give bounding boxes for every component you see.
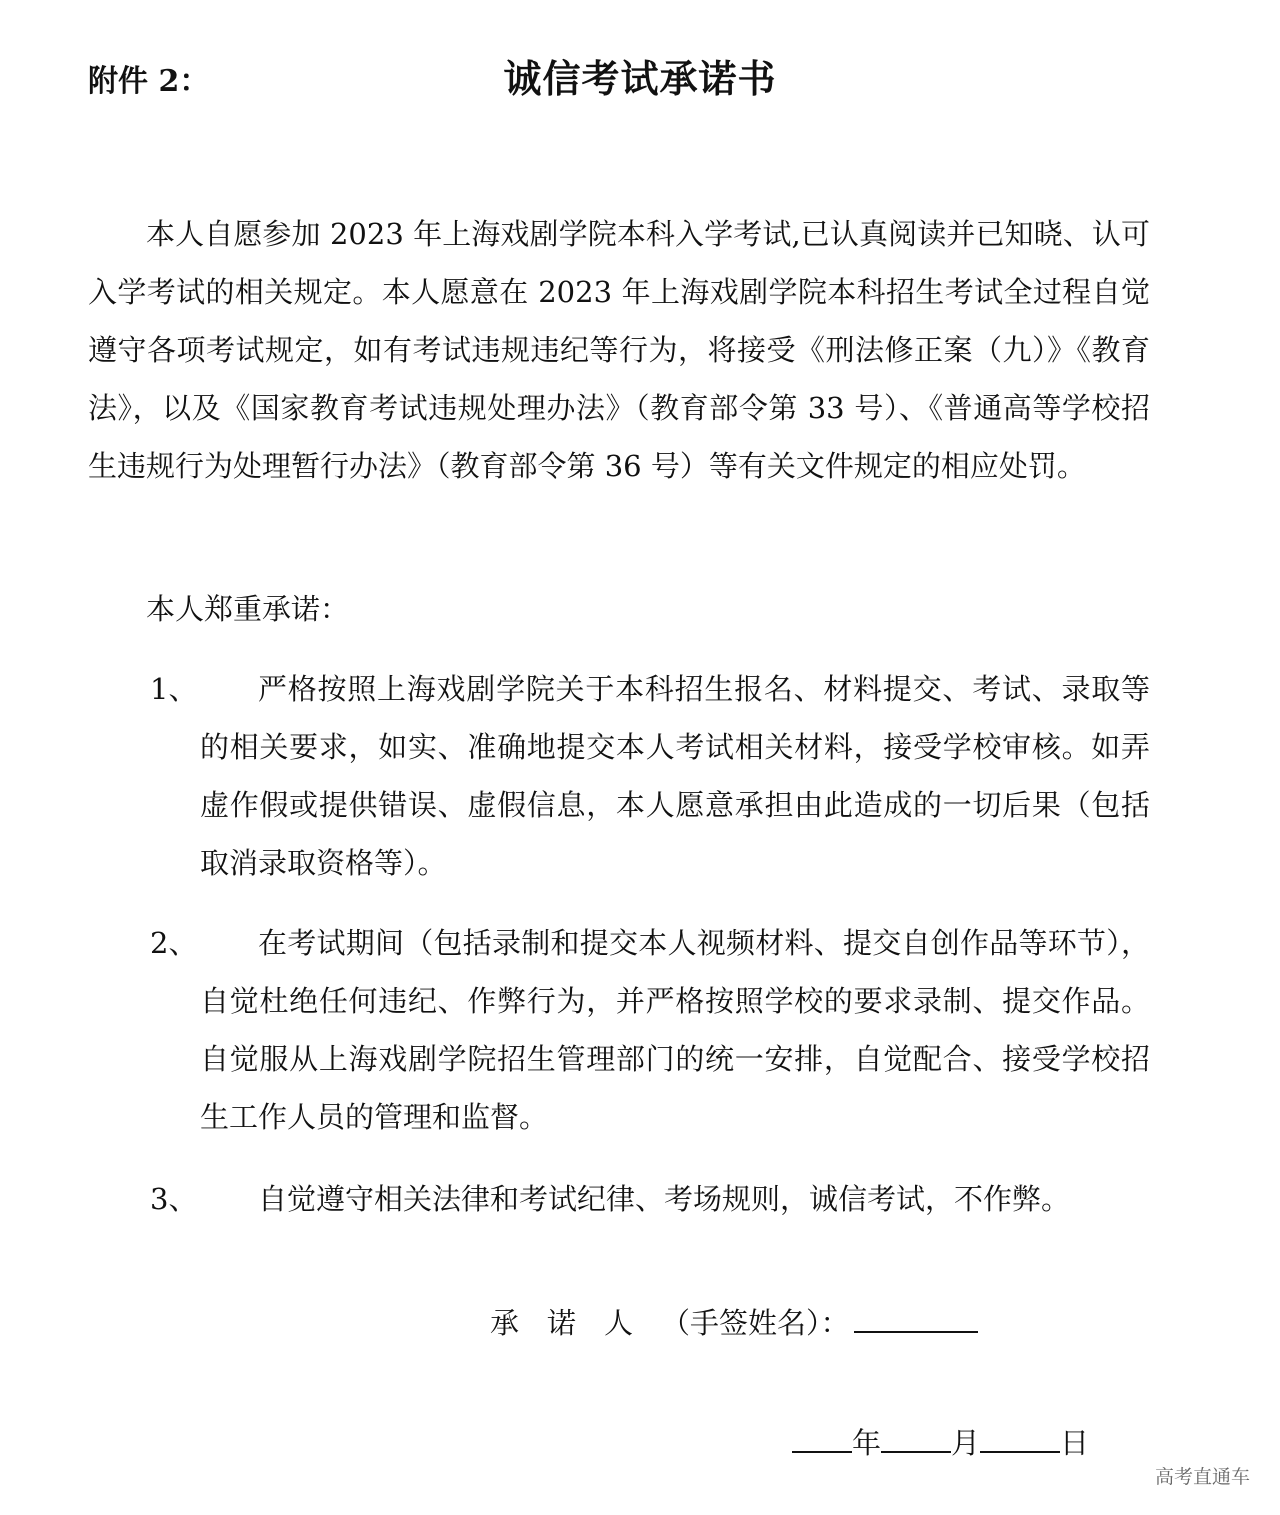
day-label: 日 — [1060, 1426, 1090, 1460]
year-blank — [792, 1415, 852, 1453]
pledge-item-number: 1、 — [150, 672, 198, 706]
month-blank — [881, 1415, 951, 1453]
signature-blank — [854, 1295, 978, 1333]
date-line — [792, 1415, 1089, 1468]
pledge-item-text: 在考试期间（包括录制和提交本人视频材料、提交自创作品等环节），自觉杜绝任何违纪、作弊行为，并严格按照学校的要求录制、提交作品。自觉服从上海戏剧学院招生管理部门的统一安排，自觉配合、接受学校招生工作人员的管理和监督。 — [200, 926, 1150, 1134]
signature-note: （手签姓名）： — [661, 1306, 850, 1340]
document-title: 诚信考试承诺书 — [503, 56, 777, 101]
pledge-item-text: 自觉遵守相关法律和考试纪律、考场规则，诚信考试，不作弊。 — [258, 1182, 1071, 1216]
pledge-item — [150, 914, 1150, 1146]
intro-paragraph: 本人自愿参加 2023 年上海戏剧学院本科入学考试,已认真阅读并已知晓、认可入学考试的相关规定。本人愿意在 2023 年上海戏剧学院本科招生考试全过程自觉遵守各项考试规定，如有考试违规违纪等行为，将接受《刑法修正案（九）》《教育法》，以及《国家教育考试违规处理办法》（教育部令第 33 号）、《普通高等学校招生违规行为处理暂行办法》（教育部令第 36 号）等有关文件规定的相应处罚。 — [88, 217, 1150, 483]
signature-label: 承诺人 — [490, 1306, 662, 1340]
pledge-item — [150, 1170, 1150, 1228]
day-blank — [980, 1415, 1060, 1453]
watermark: 高考直通车 — [1154, 1466, 1250, 1488]
year-label: 年 — [852, 1426, 882, 1460]
month-label: 月 — [951, 1426, 981, 1460]
pledge-item-number: 2、 — [150, 926, 198, 960]
pledge-item-text: 严格按照上海戏剧学院关于本科招生报名、材料提交、考试、录取等的相关要求，如实、准确地提交本人考试相关材料，接受学校审核。如弄虚作假或提供错误、虚假信息，本人愿意承担由此造成的一切后果（包括取消录取资格等）。 — [200, 672, 1150, 880]
pledge-item-number: 3、 — [150, 1182, 198, 1216]
signature-line — [490, 1295, 978, 1348]
attachment-label: 附件 2： — [88, 64, 210, 99]
pledge-heading: 本人郑重承诺： — [146, 592, 350, 626]
pledge-item — [150, 660, 1150, 892]
